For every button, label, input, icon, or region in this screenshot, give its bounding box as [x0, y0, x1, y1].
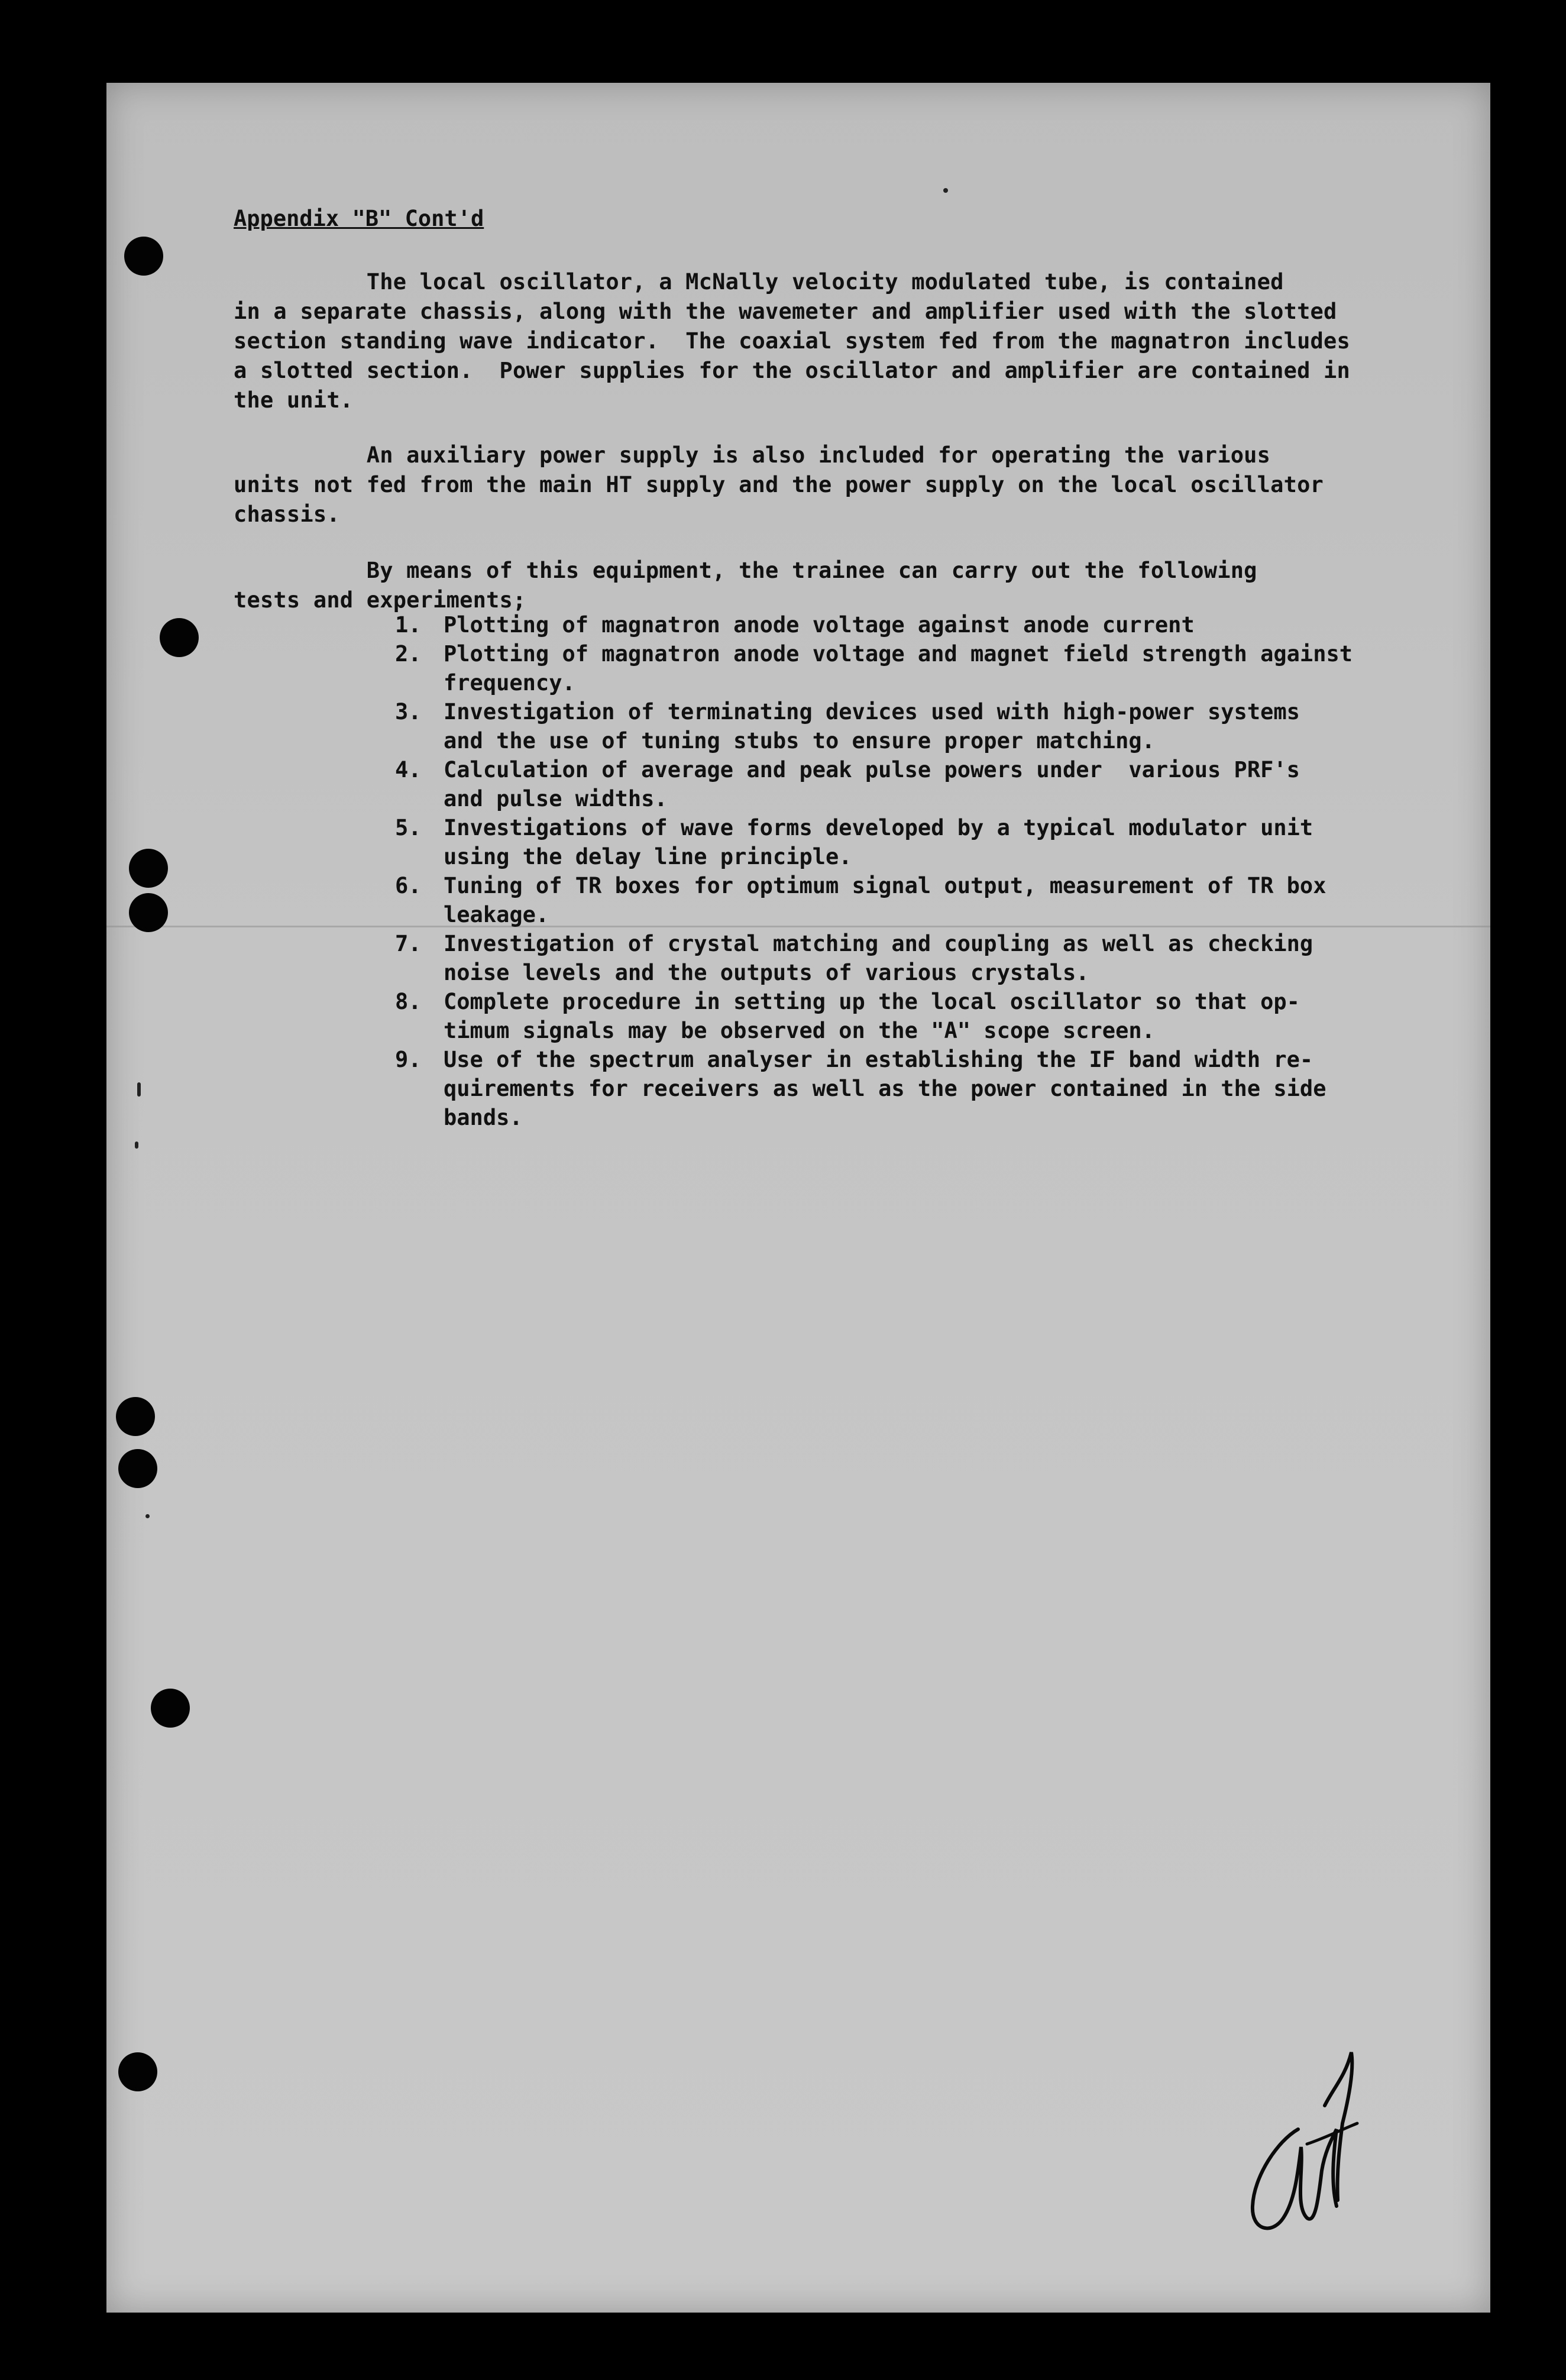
list-item-number: 7.	[395, 931, 422, 956]
list-item	[395, 813, 1353, 871]
list-item	[395, 639, 1353, 697]
punch-hole	[118, 1449, 157, 1488]
punch-hole	[129, 849, 168, 888]
list-item	[395, 610, 1353, 639]
list-item	[395, 755, 1353, 813]
paragraph-local-oscillator: The local oscillator, a McNally velocity modulated tube, is contained in a separate chassis, along with the wavemeter and amplifier used with the slotted section standing wave indicator. The coaxial system fed from the magnatron includes a slotted section. Power supplies for the oscillator and amplifier are contained in the unit.	[234, 269, 1350, 413]
list-item	[395, 1045, 1353, 1132]
list-item-text: Investigation of terminating devices used with high-power systems and the use of tuning stubs to ensure proper matching.	[444, 699, 1300, 754]
list-item-text: Investigations of wave forms developed by a typical modulator unit using the delay line principle.	[444, 815, 1313, 869]
experiments-list	[395, 610, 1353, 1132]
list-item-number: 8.	[395, 989, 422, 1014]
document-heading: Appendix "B" Cont'd	[234, 206, 484, 231]
list-item-number: 2.	[395, 641, 422, 667]
list-item-text: Complete procedure in setting up the local oscillator so that op- timum signals may be observed on the "A" scope screen.	[444, 989, 1300, 1043]
paragraph-auxiliary-power: An auxiliary power supply is also included for operating the various units not fed from the main HT supply and the power supply on the local oscillator chassis.	[234, 442, 1324, 527]
list-item-number: 3.	[395, 699, 422, 725]
list-item	[395, 987, 1353, 1045]
paper-speck	[145, 1514, 150, 1518]
handwritten-initials	[1242, 2041, 1360, 2242]
punch-hole	[129, 893, 168, 932]
list-item	[395, 697, 1353, 755]
paper-speck	[135, 1142, 138, 1149]
punch-hole	[160, 618, 199, 657]
punch-hole	[151, 1689, 190, 1728]
list-item-text: Plotting of magnatron anode voltage and magnet field strength against frequency.	[444, 641, 1353, 696]
punch-hole	[116, 1397, 155, 1436]
list-item-text: Tuning of TR boxes for optimum signal output, measurement of TR box leakage.	[444, 873, 1326, 927]
list-item-number: 4.	[395, 757, 422, 782]
list-item-text: Investigation of crystal matching and coupling as well as checking noise levels and the outputs of various crystals.	[444, 931, 1313, 985]
punch-hole	[124, 237, 163, 276]
list-item-number: 5.	[395, 815, 422, 840]
list-item-text: Use of the spectrum analyser in establishing the IF band width re- quirements for receivers as well as the power contained in the side bands.	[444, 1047, 1326, 1130]
list-item	[395, 929, 1353, 987]
paper-sheet	[106, 83, 1490, 2313]
list-item	[395, 871, 1353, 929]
paper-speck	[137, 1082, 141, 1097]
list-item-text: Plotting of magnatron anode voltage against anode current	[444, 612, 1195, 638]
paper-speck	[943, 188, 948, 193]
list-item-number: 9.	[395, 1047, 422, 1072]
list-item-number: 6.	[395, 873, 422, 898]
paragraph-tests-intro: By means of this equipment, the trainee can carry out the following tests and experiments;	[234, 558, 1257, 613]
punch-hole	[118, 2052, 157, 2091]
list-item-text: Calculation of average and peak pulse powers under various PRF's and pulse widths.	[444, 757, 1300, 811]
list-item-number: 1.	[395, 612, 422, 638]
